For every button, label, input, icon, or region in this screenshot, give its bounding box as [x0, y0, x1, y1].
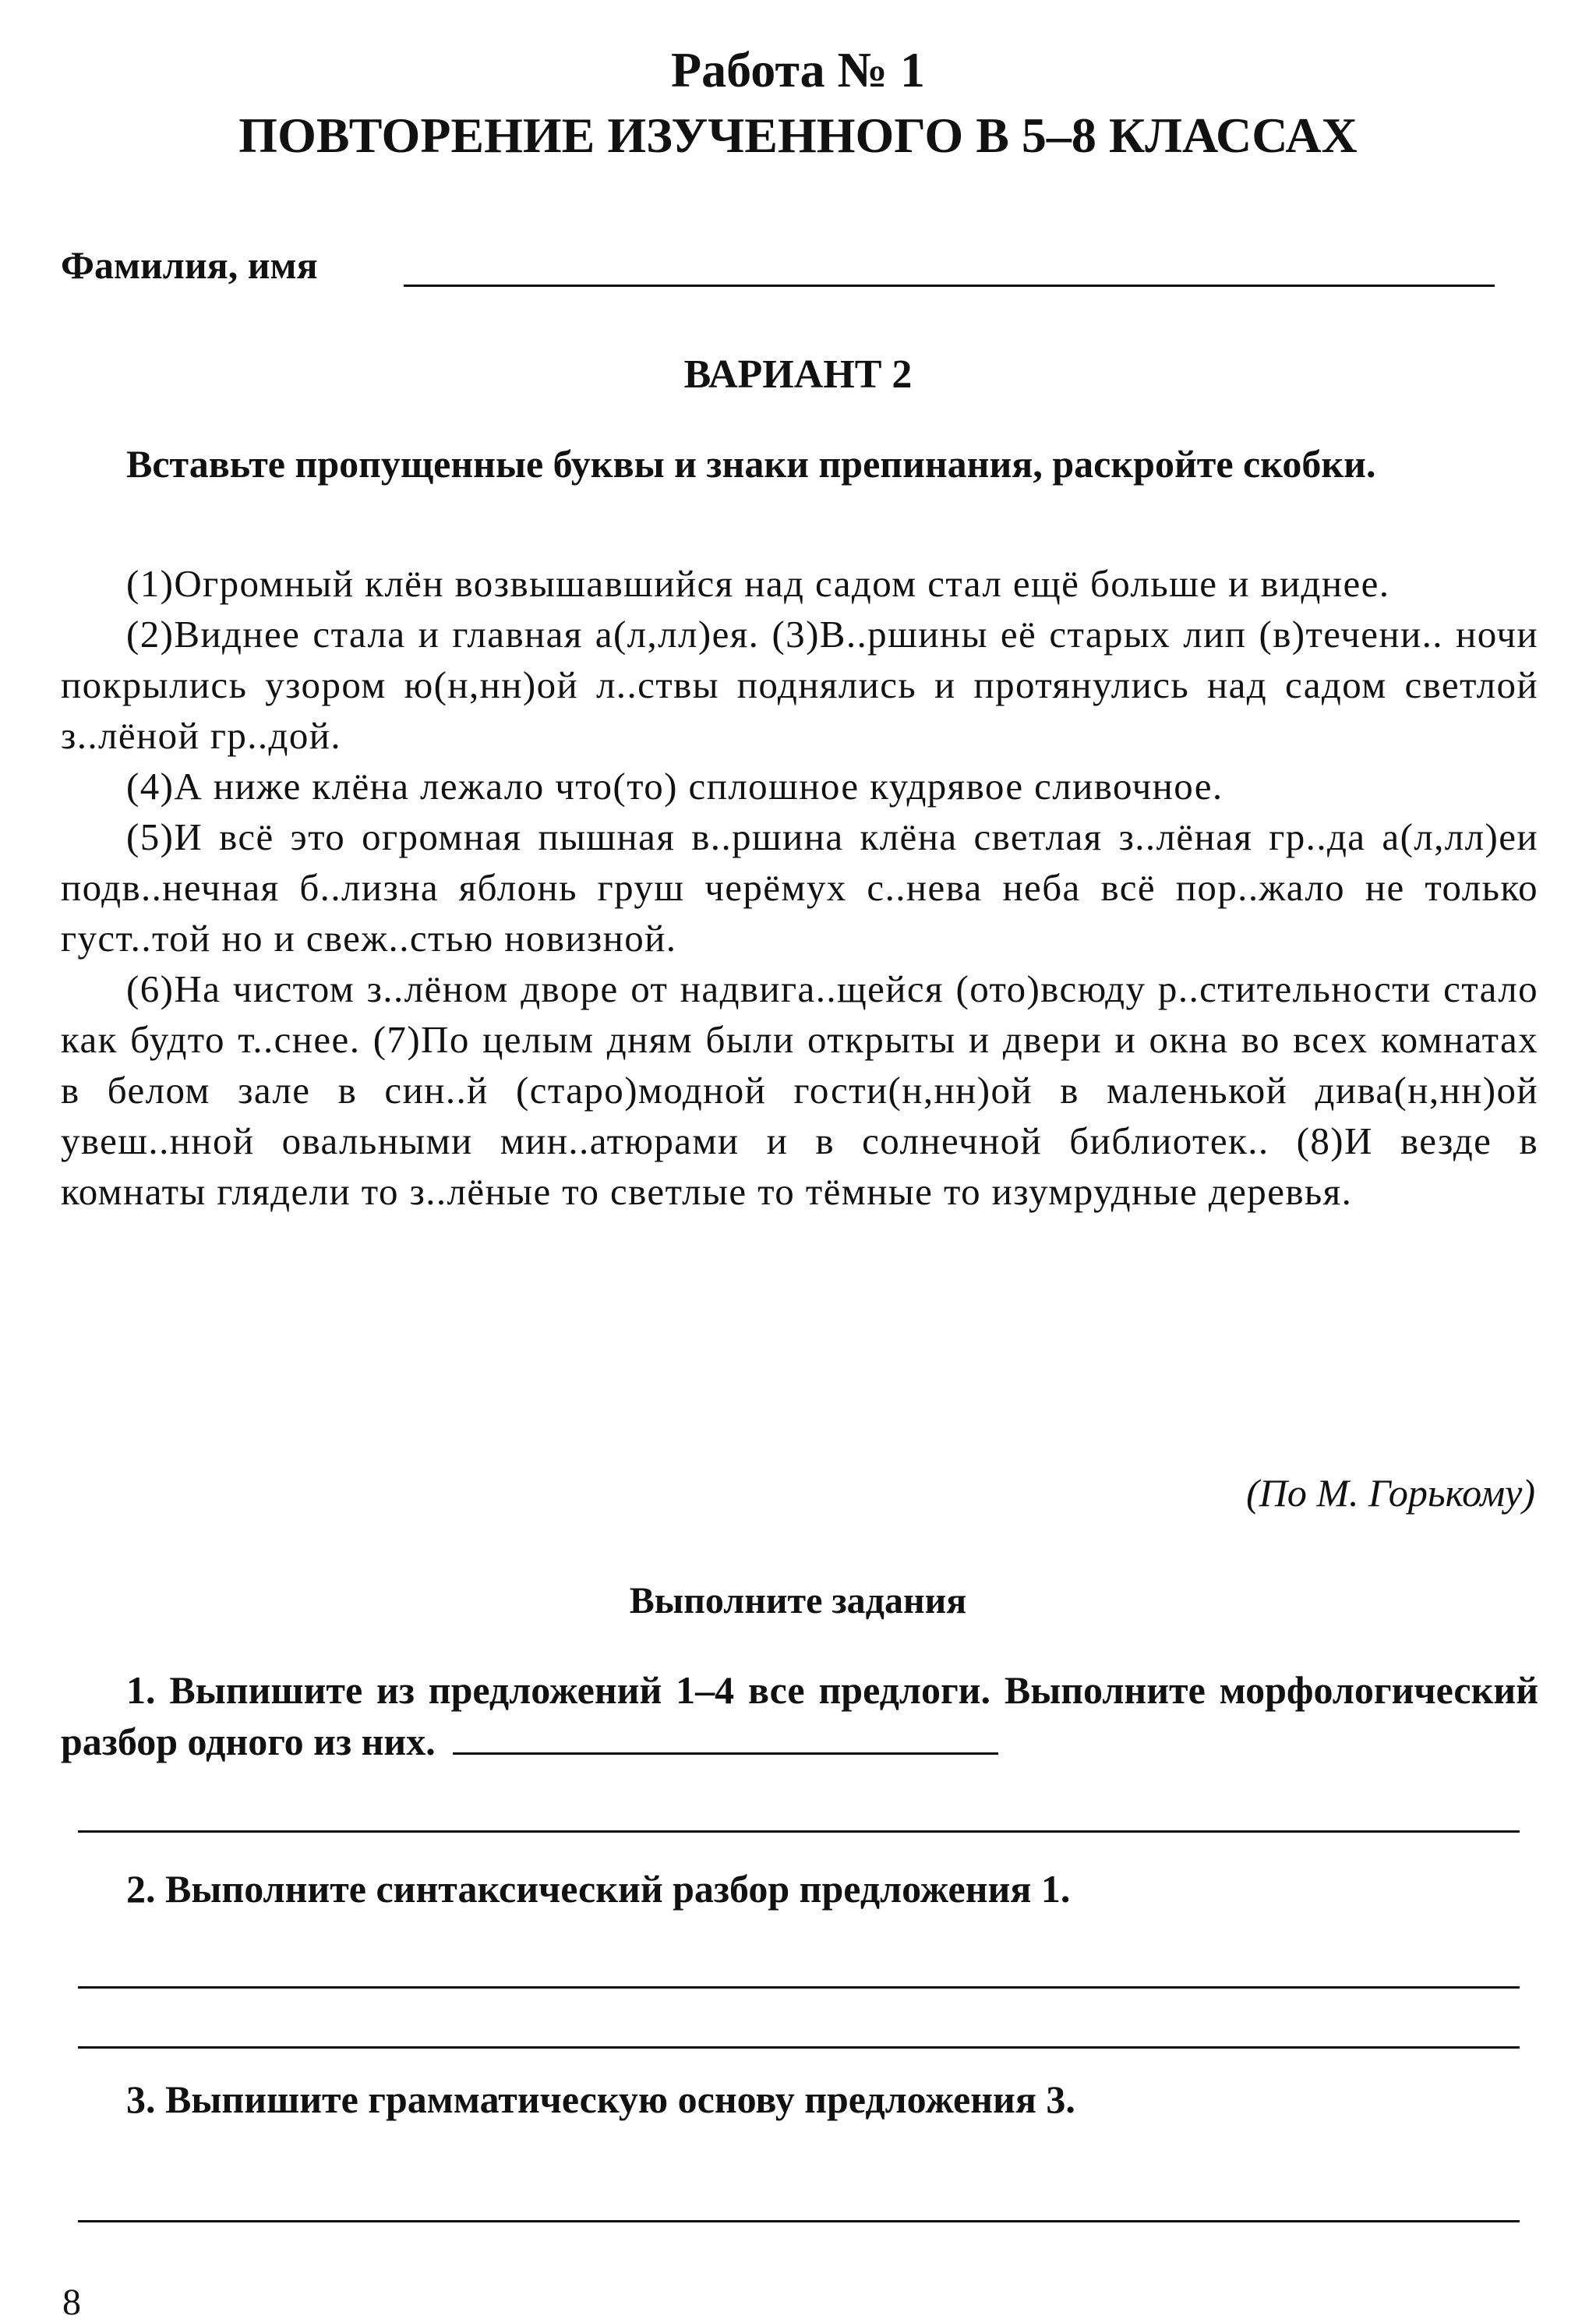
task-1-answer-line[interactable]	[78, 1830, 1520, 1833]
tasks-heading: Выполните задания	[629, 1580, 967, 1621]
work-title: Работа № 1	[671, 42, 925, 97]
page-number: 8	[62, 2282, 81, 2323]
task-2-text: 2. Выполните синтаксический разбор предложения 1.	[126, 1867, 1071, 1911]
text-source: (По М. Горькому)	[1246, 1471, 1535, 1515]
task-2-answer-line[interactable]	[78, 1986, 1520, 1989]
variant-heading: ВАРИАНТ 2	[683, 352, 913, 397]
task-1-inline-answer-line[interactable]	[453, 1752, 998, 1755]
topic-title: ПОВТОРЕНИЕ ИЗУЧЕННОГО В 5–8 КЛАССАХ	[238, 108, 1358, 163]
text-paragraph: (4)А ниже клёна лежало что(то) сплошное кудрявое сливочное.	[126, 765, 1223, 808]
text-paragraph: (2)Виднее стала и главная а(л,лл)ея. (3)В..ршины её старых лип (в)течени.. ночи покрылись узором ю(н,нн)ой л..ствы поднялись и протянулись над садом светлой з..лёной гр..дой.	[61, 613, 1538, 757]
task-2	[61, 1863, 1538, 1915]
exercise-text	[61, 558, 1538, 1217]
name-label: Фамилия, имя	[61, 243, 318, 287]
text-paragraph: (5)И всё это огромная пышная в..ршина клёна светлая з..лёная гр..да а(л,лл)еи подв..нечная б..лизна яблонь груш черёмух с..нева неба всё пор..жало не только густ..той но и свеж..стью новизной.	[61, 815, 1538, 960]
task-1	[61, 1664, 1538, 1767]
task-3-answer-line[interactable]	[78, 2220, 1520, 2222]
name-input-line[interactable]	[404, 285, 1495, 287]
student-name-row	[61, 243, 1495, 292]
task-3-text: 3. Выпишите грамматическую основу предложения 3.	[126, 2077, 1075, 2121]
task-1-text: 1. Выпишите из предложений 1–4 все предлоги. Выполните морфологический разбор одного из них.	[61, 1668, 1538, 1763]
task-3	[61, 2074, 1538, 2125]
text-paragraph: (1)Огромный клён возвышавшийся над садом стал ещё больше и виднее.	[126, 562, 1390, 605]
instruction-text: Вставьте пропущенные буквы и знаки препинания, раскройте скобки.	[126, 442, 1376, 486]
text-paragraph: (6)На чистом з..лёном дворе от надвига..щейся (ото)всюду р..стительности стало как будто т..снее. (7)По целым дням были открыты и двери и окна во всех комнатах в белом зале в син..й (старо)модной гости(н,нн)ой в маленькой дива(н,нн)ой увеш..нной овальными мин..атюрами и в солнечной библиотек.. (8)И везде в комнаты глядели то з..лёные то светлые то тёмные то изумрудные деревья.	[61, 967, 1538, 1213]
task-2-answer-line[interactable]	[78, 2046, 1520, 2049]
